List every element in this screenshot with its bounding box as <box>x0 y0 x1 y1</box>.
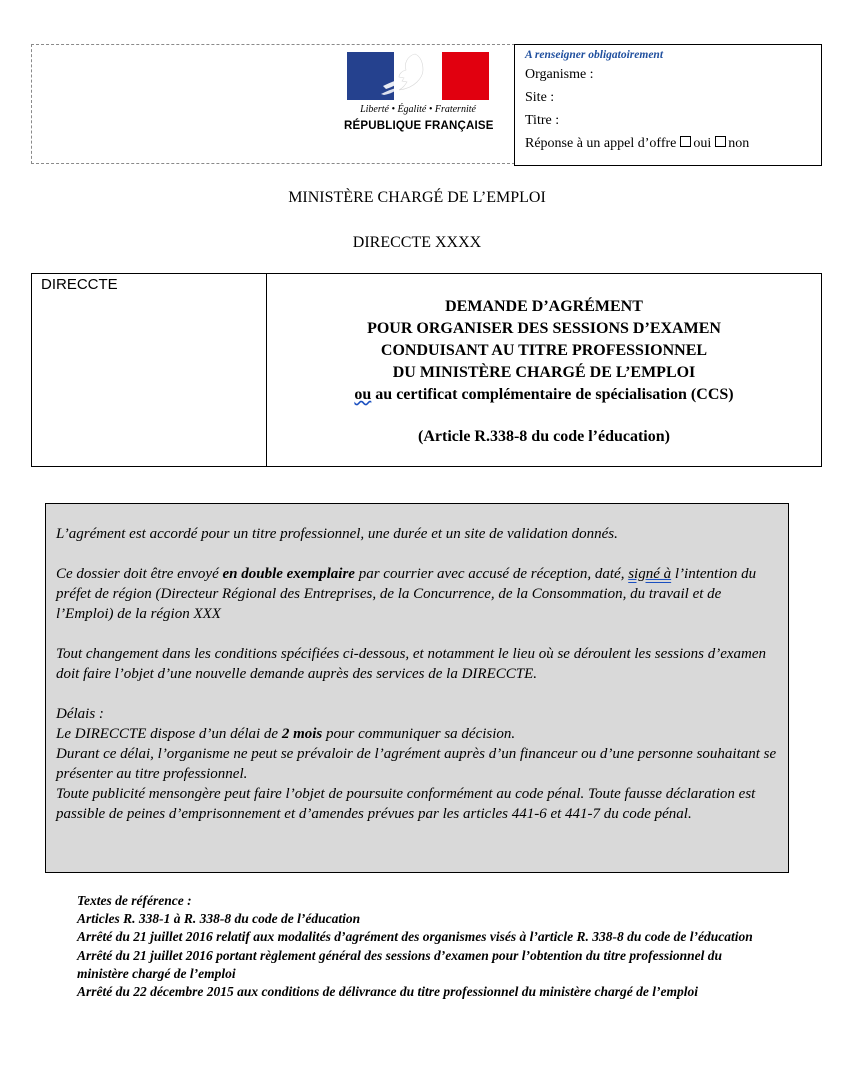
organisme-field[interactable]: Organisme : <box>525 67 594 82</box>
mandatory-info-box <box>514 44 822 166</box>
logo-republique-francaise: RÉPUBLIQUE FRANÇAISE <box>344 120 494 132</box>
notice-box <box>45 503 789 873</box>
notice-changement: Tout changement dans les conditions spécifiées ci-dessous, et notamment le lieu où se déroulent les sessions d’examen doit faire l’objet d’une nouvelle demande auprès des services de la DIRECCTE. <box>56 646 767 682</box>
ou-word: ou <box>354 386 372 403</box>
appel-offre-label: Réponse à un appel d’offre <box>525 136 677 151</box>
oui-checkbox[interactable] <box>680 136 691 147</box>
non-checkbox[interactable] <box>715 136 726 147</box>
logo-motto: Liberté • Égalité • Fraternité <box>360 104 476 115</box>
ccs-text: au certificat complémentaire de spécialisation (CCS) <box>375 386 734 403</box>
delais-line <box>56 724 778 744</box>
title-line: CONDUISANT AU TITRE PROFESSIONNEL <box>380 342 708 359</box>
delais-line: Toute publicité mensongère peut faire l’objet de poursuite conformément au code pénal. Toute fausse déclaration est passible de peines d’emprisonnement et d’amendes prévues par les articles 441-6 et 441-7 du code pénal. <box>56 786 756 822</box>
title-line: POUR ORGANISER DES SESSIONS D’EXAMEN <box>367 320 721 337</box>
oui-label: oui <box>693 136 712 151</box>
reference-item: Articles R. 338-1 à R. 338-8 du code de l’éducation <box>77 911 361 927</box>
delais-line: Durant ce délai, l’organisme ne peut se prévaloir de l’agrément auprès d’un financeur ou d’une personne souhaitant se présenter au titre professionnel. <box>56 746 777 782</box>
notice-envoi-text: l’intention du préfet de région (Directeur Régional des Entreprises, de la Concurrence, de la Consommation, du travail et de l’Emploi) de la région XXX <box>56 566 757 622</box>
notice-delais <box>56 704 778 824</box>
marianne-flag-icon <box>347 52 489 100</box>
references-title: Textes de référence : <box>77 893 192 908</box>
delais-duration: 2 mois <box>281 726 323 742</box>
notice-envoi-text: par courrier avec accusé de réception, daté, <box>354 566 629 582</box>
site-field[interactable]: Site : <box>525 90 555 105</box>
delais-text: pour communiquer sa décision. <box>322 726 516 742</box>
notice-envoi-text: Ce dossier doit être envoyé <box>56 566 223 582</box>
title-table <box>31 273 822 467</box>
notice-double-exemplaire: en double exemplaire <box>222 566 355 582</box>
reference-item: Arrêté du 21 juillet 2016 relatif aux modalités d’agrément des organismes visés à l’article R. 338-8 du code de l’éducation <box>77 929 753 945</box>
mandatory-label: A renseigner obligatoirement <box>525 49 664 61</box>
ccs-line <box>267 384 821 406</box>
non-label: non <box>728 136 750 151</box>
direccte-cell-label: DIRECCTE <box>41 276 118 293</box>
reference-texts <box>77 892 757 1001</box>
appel-offre-row <box>525 132 821 155</box>
notice-agrement: L’agrément est accordé pour un titre professionnel, une durée et un site de validation donnés. <box>56 526 618 542</box>
republique-francaise-logo <box>344 52 492 142</box>
reference-item: Arrêté du 21 juillet 2016 portant règlement général des sessions d’examen pour l’obtention du titre professionnel du ministère chargé de l’emploi <box>77 947 723 981</box>
title-line: DEMANDE D’AGRÉMENT <box>445 298 643 315</box>
notice-signe: signé à <box>628 566 672 582</box>
article-reference: (Article R.338-8 du code l’éducation) <box>418 428 670 445</box>
titre-field[interactable]: Titre : <box>525 113 560 128</box>
reference-item: Arrêté du 22 décembre 2015 aux conditions de délivrance du titre professionnel du ministère chargé de l’emploi <box>77 984 698 1000</box>
delais-title: Délais : <box>56 706 104 722</box>
delais-text: Le DIRECCTE dispose d’un délai de <box>56 726 282 742</box>
document-title <box>267 296 821 448</box>
direccte-region: DIRECCTE XXXX <box>352 234 482 251</box>
ministry-name: MINISTÈRE CHARGÉ DE L’EMPLOI <box>288 189 546 206</box>
title-line: DU MINISTÈRE CHARGÉ DE L’EMPLOI <box>392 364 696 381</box>
notice-envoi <box>56 564 778 624</box>
